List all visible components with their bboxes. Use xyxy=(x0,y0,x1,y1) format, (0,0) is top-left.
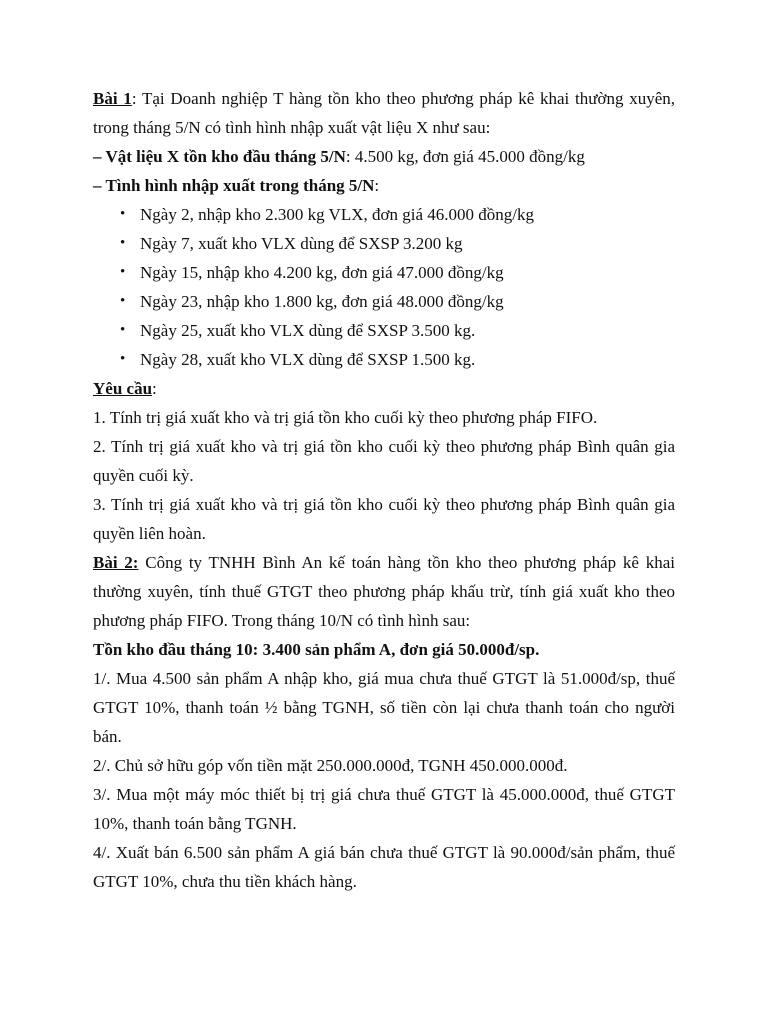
bai1-opening-value: : 4.500 kg, đơn giá 45.000 đồng/kg xyxy=(345,147,585,166)
bai2-intro-text: Công ty TNHH Bình An kế toán hàng tồn kho theo phương pháp kê khai thường xuyên, tính thuế GTGT theo phương pháp khấu trừ, tính giá xuất kho theo phương pháp FIFO. Trong tháng 10/N có tình hình sau: xyxy=(93,553,675,630)
bai1-movement-colon: : xyxy=(374,176,380,195)
list-item: • Ngày 2, nhập kho 2.300 kg VLX, đơn giá 46.000 đồng/kg xyxy=(120,200,675,229)
bai1-intro xyxy=(93,84,675,142)
bai2-intro xyxy=(93,548,675,635)
bai1-movement-list xyxy=(93,200,675,374)
bai2-opening: Tồn kho đầu tháng 10: 3.400 sản phẩm A, đơn giá 50.000đ/sp. xyxy=(93,640,540,659)
requirement-item: 3. Tính trị giá xuất kho và trị giá tồn kho cuối kỳ theo phương pháp Bình quân gia quyền liên hoàn. xyxy=(93,495,675,543)
list-item: • Ngày 23, nhập kho 1.800 kg, đơn giá 48.000 đồng/kg xyxy=(120,287,675,316)
list-item: • Ngày 7, xuất kho VLX dùng để SXSP 3.200 kg xyxy=(120,229,675,258)
bai1-req-label: Yêu cầu xyxy=(93,379,153,398)
bai1-movement-heading xyxy=(93,171,675,200)
bai1-opening xyxy=(93,142,675,171)
transaction-item: 1/. Mua 4.500 sản phẩm A nhập kho, giá mua chưa thuế GTGT là 51.000đ/sp, thuế GTGT 10%, thanh toán ½ bằng TGNH, số tiền còn lại chưa thanh toán cho người bán. xyxy=(93,669,675,746)
document-page xyxy=(93,84,675,896)
transaction-item: 4/. Xuất bán 6.500 sản phẩm A giá bán chưa thuế GTGT là 90.000đ/sản phẩm, thuế GTGT 10%, chưa thu tiền khách hàng. xyxy=(93,843,675,891)
list-item: • Ngày 15, nhập kho 4.200 kg, đơn giá 47.000 đồng/kg xyxy=(120,258,675,287)
bai1-opening-label: – Vật liệu X tồn kho đầu tháng 5/N xyxy=(93,147,346,166)
bai1-intro-text: : Tại Doanh nghiệp T hàng tồn kho theo phương pháp kê khai thường xuyên, trong tháng 5/N có tình hình nhập xuất vật liệu X như sau: xyxy=(93,89,675,137)
bai2-label: Bài 2: xyxy=(93,553,139,572)
bai1-movement-label: – Tình hình nhập xuất trong tháng 5/N xyxy=(93,176,375,195)
transaction-item: 2/. Chủ sở hữu góp vốn tiền mặt 250.000.000đ, TGNH 450.000.000đ. xyxy=(93,756,568,775)
list-item: • Ngày 28, xuất kho VLX dùng để SXSP 1.500 kg. xyxy=(120,345,675,374)
bai1-req-colon: : xyxy=(152,379,157,398)
list-item: • Ngày 25, xuất kho VLX dùng để SXSP 3.500 kg. xyxy=(120,316,675,345)
requirement-item: 1. Tính trị giá xuất kho và trị giá tồn kho cuối kỳ theo phương pháp FIFO. xyxy=(93,408,598,427)
bai1-label: Bài 1 xyxy=(93,89,132,108)
transaction-item: 3/. Mua một máy móc thiết bị trị giá chưa thuế GTGT là 45.000.000đ, thuế GTGT 10%, thanh toán bằng TGNH. xyxy=(93,785,675,833)
requirement-item: 2. Tính trị giá xuất kho và trị giá tồn kho cuối kỳ theo phương pháp Bình quân gia quyền cuối kỳ. xyxy=(93,437,675,485)
bai1-requirements-heading xyxy=(93,374,675,403)
